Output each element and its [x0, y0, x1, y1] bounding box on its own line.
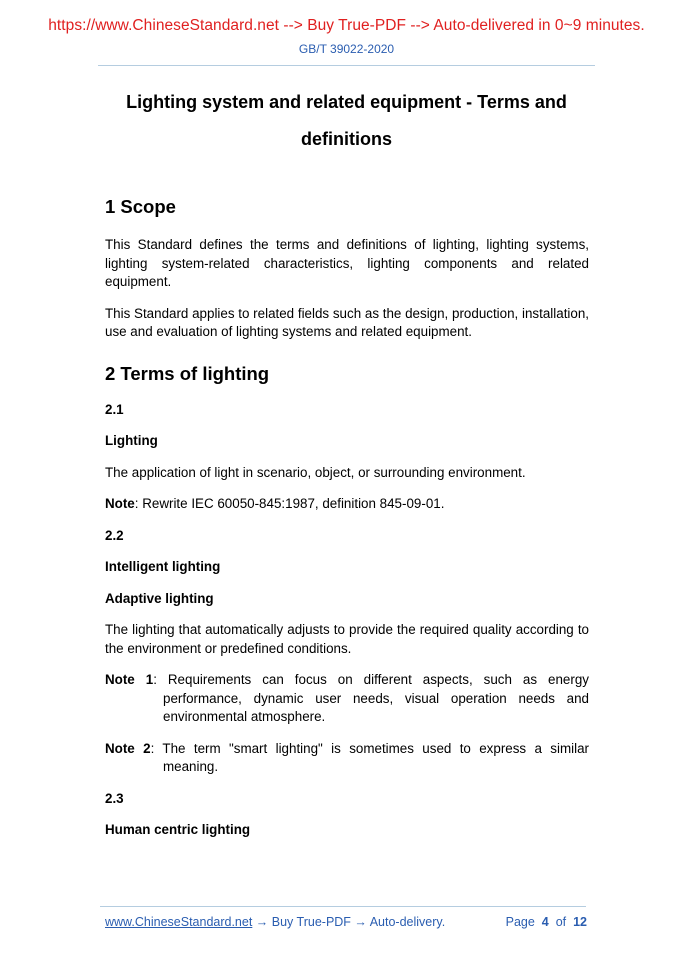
standard-code: GB/T 39022-2020	[298, 42, 395, 56]
section-heading-terms: 2 Terms of lighting	[105, 362, 270, 384]
note-text: : The term "smart lighting" is sometimes used to express a similar meaning.	[150, 740, 589, 774]
term-title-intelligent-lighting: Intelligent lighting	[105, 559, 221, 574]
term-number-2-1: 2.1	[105, 401, 124, 417]
page-label: Page	[505, 915, 535, 929]
footer-tagline: → Buy True-PDF → Auto-delivery.	[252, 915, 446, 929]
scope-paragraph-1: This Standard defines the terms and definitions of lighting, lighting systems, lighting system-related characteristics, lighting components and related equipment.	[105, 237, 589, 289]
footer-link[interactable]: www.ChineseStandard.net	[105, 915, 253, 929]
document-title: Lighting system and related equipment - Terms and definitions	[126, 92, 567, 149]
footer-divider	[100, 906, 586, 907]
section-heading-scope: 1 Scope	[105, 196, 176, 217]
of-label: of	[555, 915, 567, 929]
note-label: Note 1	[105, 672, 154, 687]
term-definition-2-1: The application of light in scenario, object, or surrounding environment.	[105, 464, 526, 480]
note-2-2-2	[105, 740, 589, 777]
note-label: Note	[105, 496, 135, 511]
term-synonym-adaptive-lighting: Adaptive lighting	[105, 590, 214, 606]
note-1-2-2	[105, 671, 589, 727]
note-text: : Rewrite IEC 60050-845:1987, definition 845-09-01.	[134, 496, 445, 511]
header-divider	[98, 65, 595, 66]
total-pages: 12	[573, 915, 587, 929]
term-definition-2-2: The lighting that automatically adjusts to provide the required quality according to the environment or predefined conditions.	[105, 622, 589, 656]
note-text: : Requirements can focus on different aspects, such as energy performance, dynamic user needs, visual operation needs and environmental atmosphere.	[153, 672, 589, 724]
footer-promo	[105, 915, 445, 929]
page-indicator	[506, 915, 587, 929]
note-2-1	[105, 495, 589, 514]
promo-banner[interactable]: https://www.ChineseStandard.net --> Buy True-PDF --> Auto-delivered in 0~9 minutes.	[48, 17, 645, 34]
note-label: Note 2	[105, 740, 151, 756]
document-body	[105, 194, 589, 840]
term-title-human-centric-lighting: Human centric lighting	[105, 822, 251, 837]
page-number: 4	[541, 915, 549, 929]
term-number-2-2: 2.2	[105, 527, 124, 543]
scope-paragraph-2: This Standard applies to related fields such as the design, production, installation, use and evaluation of lighting systems and related equipment.	[105, 305, 589, 339]
term-title-lighting: Lighting	[105, 433, 158, 448]
term-number-2-3: 2.3	[105, 790, 124, 806]
